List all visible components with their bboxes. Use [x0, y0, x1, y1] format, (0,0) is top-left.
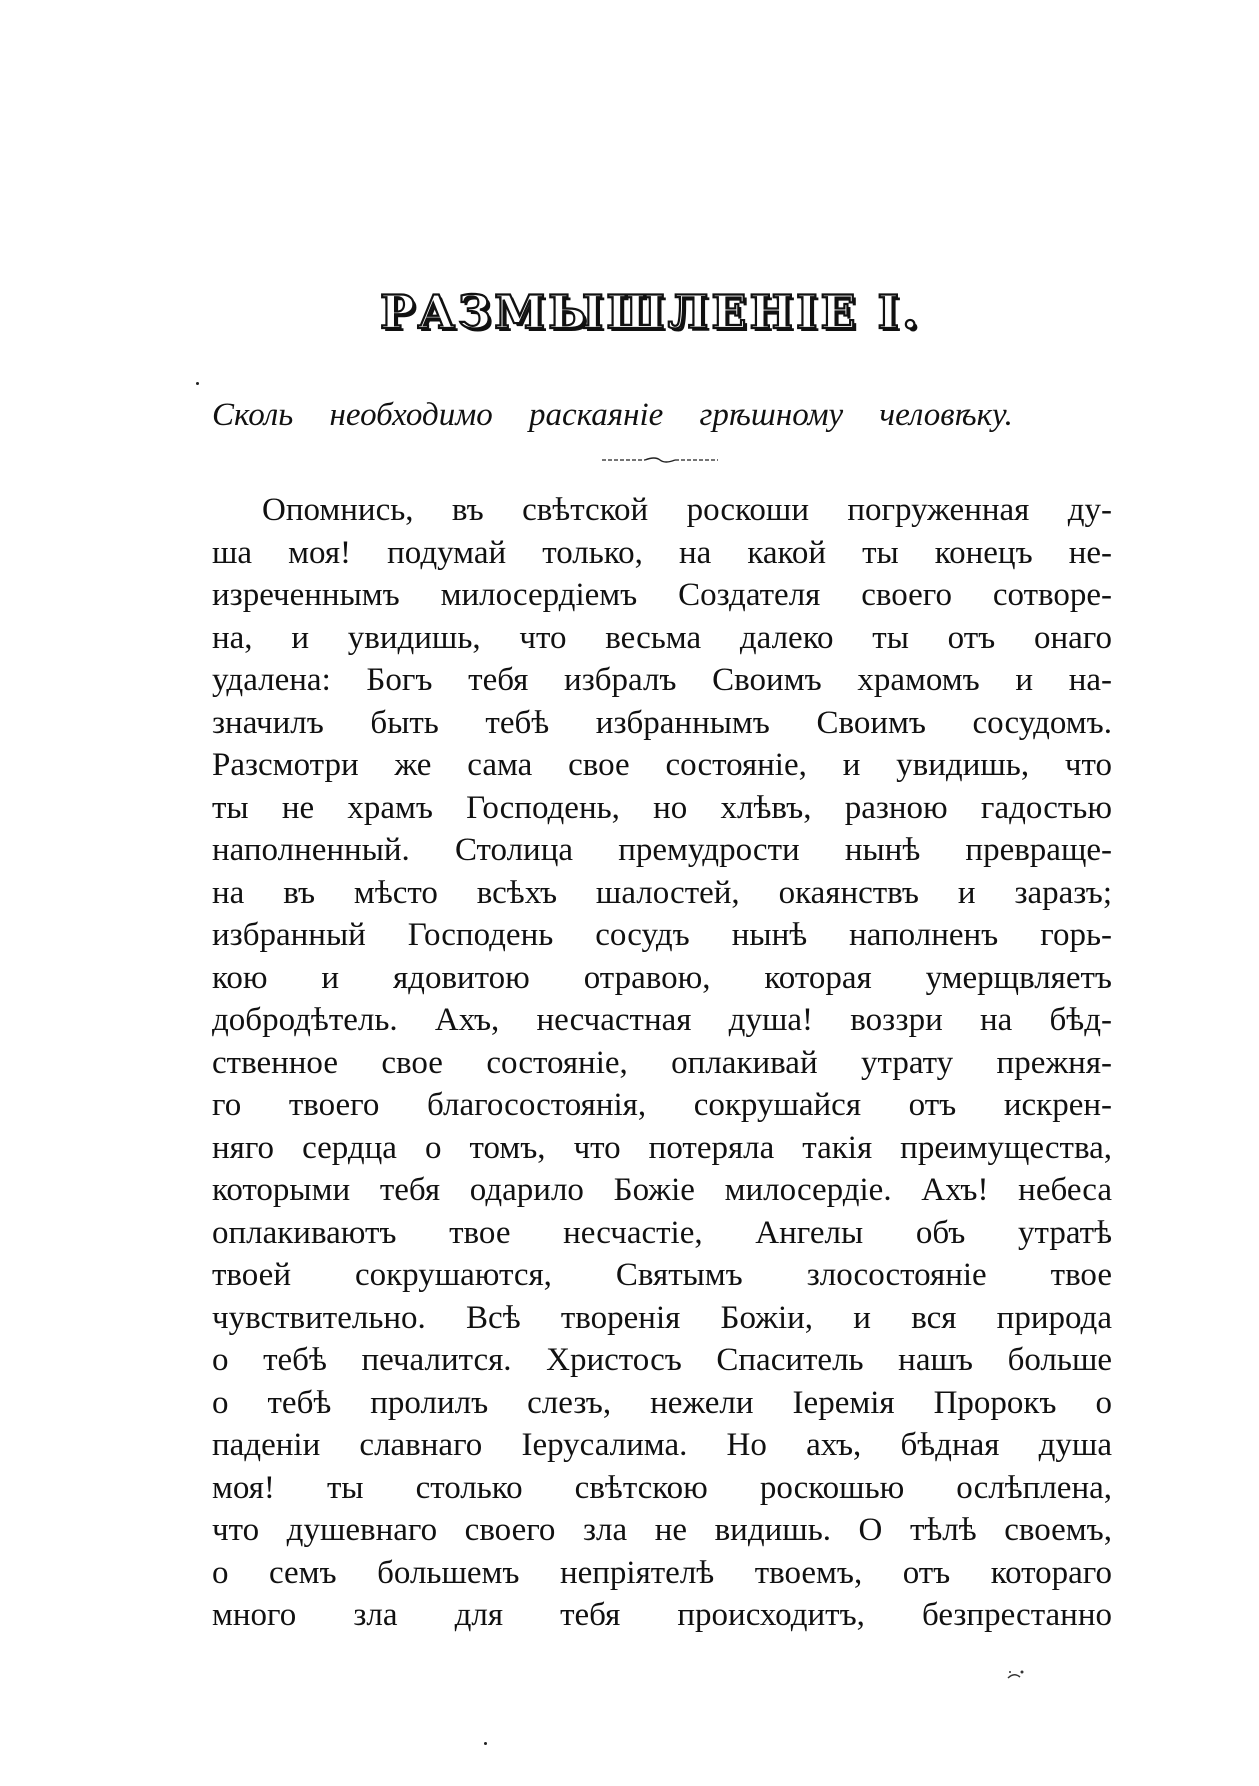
text-line: ша моя! подумай только, на какой ты конецъ не-: [212, 534, 1112, 571]
text-line: кою и ядовитою отравою, которая умерщвляетъ: [212, 959, 1112, 996]
text-line: ты не храмъ Господень, но хлѣвъ, разною гадостью: [212, 789, 1112, 826]
text-line: оплакиваютъ твое несчастіе, Ангелы объ утратѣ: [212, 1214, 1112, 1251]
chapter-heading: РАЗМЫШЛЕНІЕ I.: [380, 285, 922, 339]
ornamental-divider: [600, 456, 720, 464]
text-line: твоей сокрушаются, Святымъ злосостояніе твое: [212, 1257, 1112, 1293]
text-line: паденіи славнаго Іерусалима. Но ахъ, бѣдная душа: [212, 1427, 1112, 1463]
text-line: ственное свое состояніе, оплакивай утрату прежня-: [212, 1044, 1112, 1081]
text-line: которыми тебя одарило Божіе милосердіе. Ахъ! небеса: [212, 1172, 1112, 1208]
text-line: на, и увидишь, что весьма далеко ты отъ онаго: [212, 619, 1112, 656]
text-line: удалена: Богъ тебя избралъ Своимъ храмомъ и на-: [212, 662, 1112, 698]
body-text: [212, 489, 1112, 1637]
text-line: о семъ большемъ непріятелѣ твоемъ, отъ котораго: [212, 1554, 1112, 1591]
text-line: чувствительно. Всѣ творенія Божіи, и вся природа: [212, 1299, 1112, 1336]
text-line: няго сердца о томъ, что потеряла такія преимущества,: [212, 1129, 1112, 1166]
text-line: избранный Господень сосудъ нынѣ наполненъ горь-: [212, 917, 1112, 953]
text-line: о тебѣ печалится. Христосъ Спаситель нашъ больше: [212, 1342, 1112, 1378]
text-line: что душевнаго своего зла не видишь. О тѣлѣ своемъ,: [212, 1512, 1112, 1548]
chapter-subtitle: Сколь необходимо раскаяніе грѣшному человѣку.: [212, 397, 1013, 433]
text-line: много зла для тебя происходитъ, безпрестанно: [212, 1597, 1112, 1633]
text-line: моя! ты столько свѣтскою роскошью ослѣплена,: [212, 1469, 1112, 1506]
text-line: изреченнымъ милосердіемъ Создателя своего сотворе-: [212, 577, 1112, 613]
text-line: о тебѣ пролилъ слезъ, нежели Іеремія Пророкъ о: [212, 1384, 1112, 1421]
text-line: значилъ быть тебѣ избраннымъ Своимъ сосудомъ.: [212, 704, 1112, 741]
text-line: Разсмотри же сама свое состояніе, и увидишь, что: [212, 747, 1112, 783]
text-line: го твоего благосостоянія, сокрушайся отъ искрен-: [212, 1087, 1112, 1123]
text-line: на въ мѣсто всѣхъ шалостей, окаянствъ и заразъ;: [212, 874, 1112, 911]
page-speck: [484, 1742, 487, 1745]
text-line: добродѣтель. Ахъ, несчастная душа! воззри на бѣд-: [212, 1002, 1112, 1038]
print-mark: [1006, 1668, 1026, 1682]
text-line: наполненный. Столица премудрости нынѣ превраще-: [212, 832, 1112, 868]
page-speck: [196, 382, 199, 385]
text-line: Опомнись, въ свѣтской роскоши погруженная ду-: [262, 492, 1112, 528]
